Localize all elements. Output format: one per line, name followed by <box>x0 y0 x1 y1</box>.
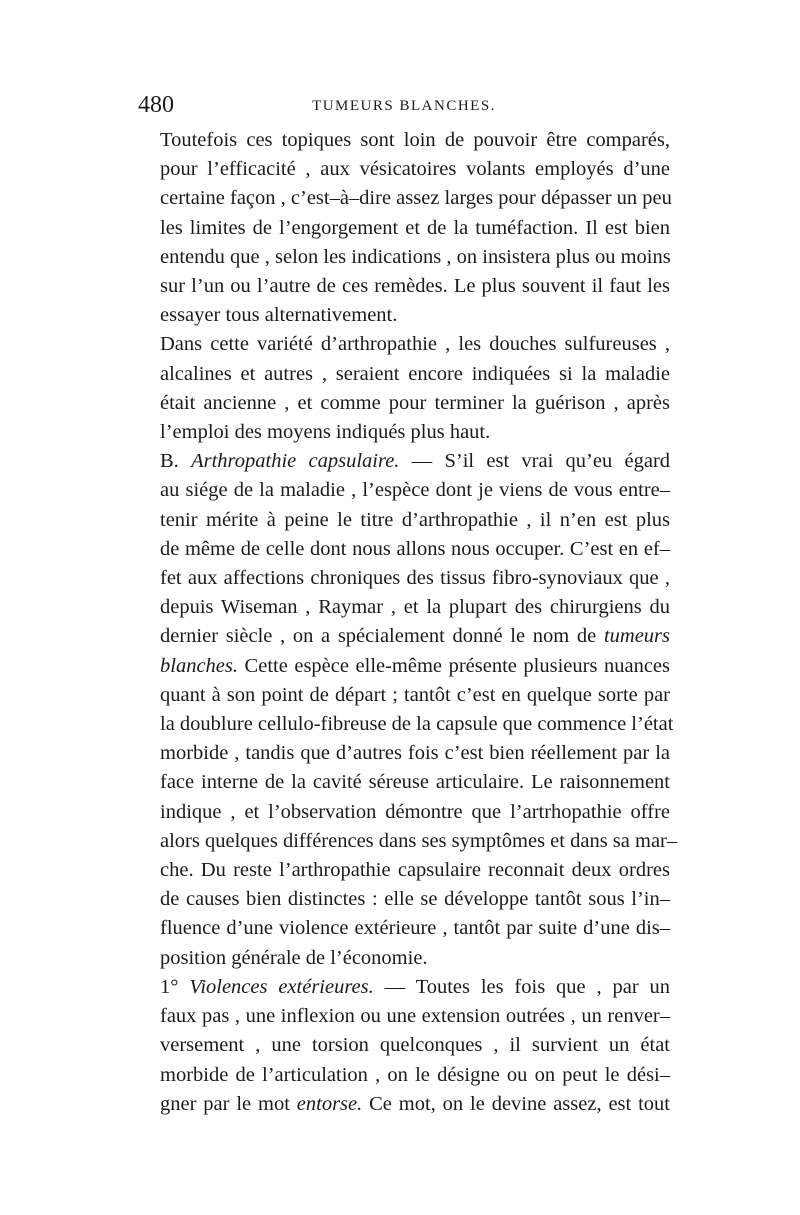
text-line: alors quelques différences dans ses symptômes et dans sa mar– <box>160 829 678 852</box>
text-line: pour l’efficacité , aux vésicatoires volants employés d’une <box>160 158 670 181</box>
text-line: de même de celle dont nous allons nous occuper. C’est en ef– <box>160 537 670 560</box>
text-line: indique , et l’observation démontre que l’artrhopathie offre <box>160 800 670 823</box>
text-line <box>138 622 670 651</box>
italic-term: tumeurs <box>603 625 670 648</box>
text-fragment: Cette espèce elle-même présente plusieurs nuances <box>238 654 670 677</box>
text-line: les limites de l’engorgement et de la tuméfaction. Il est bien <box>160 216 670 239</box>
section-heading: Arthropathie capsulaire. <box>191 450 400 473</box>
text-line: Toutefois ces topiques sont loin de pouvoir être comparés, <box>160 129 670 151</box>
italic-term: blanches. <box>160 654 238 677</box>
text-line: che. Du reste l’arthropathie capsulaire reconnait deux ordres <box>160 859 670 882</box>
text-line: fet aux affections chroniques des tissus fibro-synoviaux que , <box>160 567 670 590</box>
text-line: quant à son point de départ ; tantôt c’est en quelque sorte par <box>160 683 670 706</box>
text-line: morbide de l’articulation , on le désigne ou on peut le dési– <box>160 1063 670 1086</box>
section-marker: 1° <box>160 975 179 998</box>
text-line <box>138 652 670 681</box>
text-line: tenir mérite à peine le titre d’arthropathie , il n’en est plus <box>160 508 670 531</box>
page-header <box>138 92 670 122</box>
text-line: essayer tous alternativement. <box>160 304 398 327</box>
text-line: alcalines et autres , seraient encore indiquées si la maladie <box>160 362 670 385</box>
paragraph-4 <box>138 973 670 1119</box>
paragraph-1 <box>138 126 670 330</box>
paragraph-3 <box>138 447 678 973</box>
paragraph-2 <box>138 330 670 447</box>
italic-term: entorse. <box>296 1092 363 1115</box>
body-text <box>138 126 678 1119</box>
text-line: faux pas , une inflexion ou une extension outrées , un renver– <box>160 1005 670 1028</box>
text-line <box>138 447 670 476</box>
text-fragment: gner par le mot <box>160 1092 290 1115</box>
text-line <box>138 1090 670 1119</box>
text-line: de causes bien distinctes : elle se développe tantôt sous l’in– <box>160 888 670 911</box>
page-number: 480 <box>138 92 174 118</box>
text-fragment: dernier siècle , on a spécialement donné le nom de <box>160 625 597 648</box>
text-fragment: Ce mot, on le devine assez, est tout <box>362 1092 670 1115</box>
text-line: la doublure cellulo-fibreuse de la capsule que commence l’état <box>160 713 674 736</box>
section-heading: Violences extérieures. <box>189 975 374 998</box>
text-line: position générale de l’économie. <box>160 946 428 969</box>
text-line: versement , une torsion quelconques , il survient un état <box>160 1034 670 1057</box>
text-line: était ancienne , et comme pour terminer la guérison , après <box>160 391 670 414</box>
text-line: Dans cette variété d’arthropathie , les douches sulfureuses , <box>160 333 670 356</box>
text-line: fluence d’une violence extérieure , tantôt par suite d’une dis– <box>160 917 670 940</box>
text-line: entendu que , selon les indications , on insistera plus ou moins <box>160 245 671 268</box>
running-head: TUMEURS BLANCHES. <box>312 98 496 114</box>
text-line: sur l’un ou l’autre de ces remèdes. Le plus souvent il faut les <box>160 275 670 298</box>
text-line: l’emploi des moyens indiqués plus haut. <box>160 421 491 444</box>
text-line: depuis Wiseman , Raymar , et la plupart des chirurgiens du <box>160 596 670 619</box>
text-fragment: — Toutes les fois que , par un <box>373 975 670 998</box>
text-line: au siége de la maladie , l’espèce dont je viens de vous entre– <box>160 479 670 502</box>
text-line <box>138 973 670 1002</box>
text-fragment: — S’il est vrai qu’eu égard <box>399 450 671 473</box>
text-line: morbide , tandis que d’autres fois c’est bien réellement par la <box>160 742 670 765</box>
text-line: certaine façon , c’est–à–dire assez larges pour dépasser un peu <box>160 187 672 210</box>
section-marker: B. <box>160 450 179 473</box>
text-line: face interne de la cavité séreuse articulaire. Le raisonnement <box>160 771 670 794</box>
